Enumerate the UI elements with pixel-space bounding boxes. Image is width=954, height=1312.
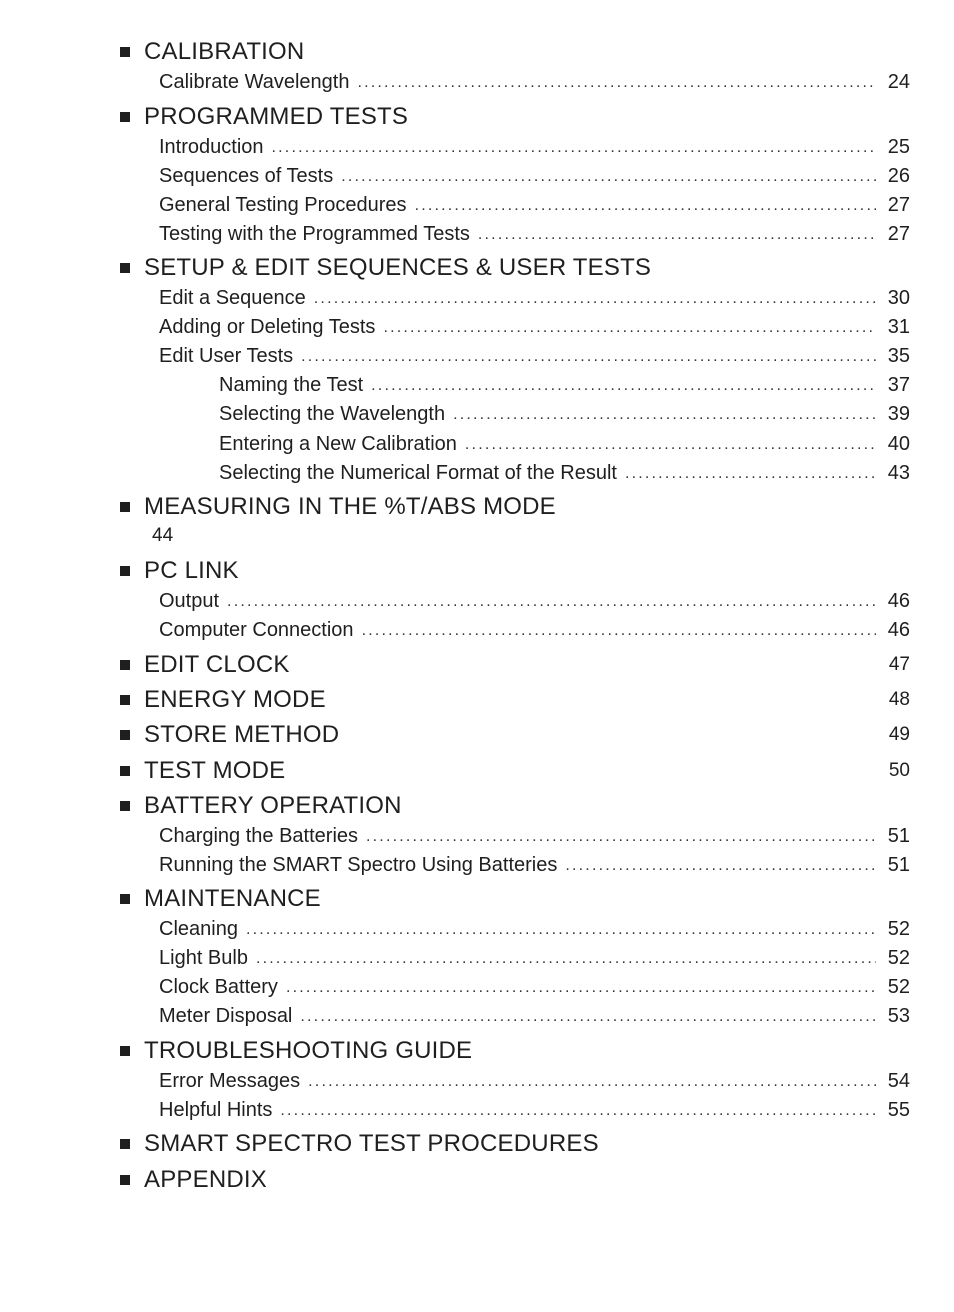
square-bullet-icon bbox=[120, 730, 130, 740]
entry-page: 54 bbox=[887, 1070, 910, 1092]
section-page-number: 50 bbox=[888, 760, 910, 781]
section-title: MEASURING IN THE %T/ABS MODE bbox=[144, 493, 556, 520]
toc-subentry[interactable] bbox=[219, 374, 910, 400]
square-bullet-icon bbox=[120, 502, 130, 512]
section-heading[interactable] bbox=[120, 685, 910, 715]
section-heading bbox=[120, 1036, 910, 1066]
toc-subentry[interactable] bbox=[219, 462, 910, 488]
square-bullet-icon bbox=[120, 894, 130, 904]
square-bullet-icon bbox=[120, 766, 130, 776]
section-title: SMART SPECTRO TEST PROCEDURES bbox=[144, 1130, 599, 1157]
entry-label: Introduction bbox=[159, 136, 264, 158]
toc-entry[interactable] bbox=[159, 947, 910, 973]
dot-leader bbox=[625, 465, 876, 483]
section-title: MAINTENANCE bbox=[144, 885, 321, 912]
entry-page: 25 bbox=[887, 136, 910, 158]
toc-subentry[interactable] bbox=[219, 433, 910, 459]
toc-entry[interactable] bbox=[159, 619, 910, 645]
dot-leader bbox=[465, 436, 876, 454]
entry-page: 52 bbox=[887, 976, 910, 998]
section-title: PC LINK bbox=[144, 557, 239, 584]
entry-label: Light Bulb bbox=[159, 947, 248, 969]
entry-page: 55 bbox=[887, 1099, 910, 1121]
toc-entry[interactable] bbox=[159, 345, 910, 371]
entry-label: Naming the Test bbox=[219, 374, 364, 396]
toc-entry[interactable] bbox=[159, 825, 910, 851]
square-bullet-icon bbox=[120, 263, 130, 273]
dot-leader bbox=[256, 950, 876, 968]
dot-leader bbox=[362, 622, 876, 640]
dot-leader bbox=[227, 593, 876, 611]
square-bullet-icon bbox=[120, 47, 130, 57]
entry-label: Cleaning bbox=[159, 918, 238, 940]
entry-label: Entering a New Calibration bbox=[219, 433, 457, 455]
dot-leader bbox=[453, 406, 876, 424]
entry-label: Testing with the Programmed Tests bbox=[159, 223, 470, 245]
entry-label: Charging the Batteries bbox=[159, 825, 359, 847]
square-bullet-icon bbox=[120, 695, 130, 705]
toc-entry[interactable] bbox=[159, 136, 910, 162]
square-bullet-icon bbox=[120, 660, 130, 670]
section-title: TROUBLESHOOTING GUIDE bbox=[144, 1037, 473, 1064]
entry-page: 43 bbox=[887, 462, 910, 484]
entry-label: Selecting the Wavelength bbox=[219, 403, 446, 425]
entry-label: Output bbox=[159, 590, 220, 612]
entry-label: Computer Connection bbox=[159, 619, 354, 641]
dot-leader bbox=[565, 857, 876, 875]
section-page-number: 48 bbox=[888, 689, 910, 710]
section-heading[interactable] bbox=[120, 756, 910, 786]
entry-label: Running the SMART Spectro Using Batteries bbox=[159, 854, 558, 876]
section-heading bbox=[120, 37, 910, 67]
entry-page: 26 bbox=[887, 165, 910, 187]
entry-page: 53 bbox=[887, 1005, 910, 1027]
entry-page: 46 bbox=[887, 619, 910, 641]
section-title: CALIBRATION bbox=[144, 38, 305, 65]
entry-label: Edit User Tests bbox=[159, 345, 294, 367]
section-heading[interactable] bbox=[120, 720, 910, 750]
toc-entry[interactable] bbox=[159, 316, 910, 342]
entry-label: Edit a Sequence bbox=[159, 287, 306, 309]
square-bullet-icon bbox=[120, 1139, 130, 1149]
toc-entry[interactable] bbox=[159, 71, 910, 97]
section-title: PROGRAMMED TESTS bbox=[144, 103, 409, 130]
dot-leader bbox=[478, 226, 876, 244]
square-bullet-icon bbox=[120, 1046, 130, 1056]
dot-leader bbox=[246, 921, 876, 939]
dot-leader bbox=[314, 290, 876, 308]
dot-leader bbox=[366, 828, 876, 846]
dot-leader bbox=[357, 74, 876, 92]
section-heading[interactable] bbox=[120, 650, 910, 680]
entry-page: 39 bbox=[887, 403, 910, 425]
toc-entry[interactable] bbox=[159, 918, 910, 944]
section-heading bbox=[120, 556, 910, 586]
section-heading bbox=[120, 253, 910, 283]
square-bullet-icon bbox=[120, 801, 130, 811]
entry-label: Selecting the Numerical Format of the Result bbox=[219, 462, 617, 484]
section-title: ENERGY MODE bbox=[144, 686, 326, 713]
section-title: TEST MODE bbox=[144, 757, 286, 784]
entry-page: 27 bbox=[887, 223, 910, 245]
entry-label: Sequences of Tests bbox=[159, 165, 334, 187]
square-bullet-icon bbox=[120, 112, 130, 122]
entry-page: 40 bbox=[887, 433, 910, 455]
section-heading bbox=[120, 884, 910, 914]
toc-entry[interactable] bbox=[159, 223, 910, 249]
entry-page: 35 bbox=[887, 345, 910, 367]
section-title: APPENDIX bbox=[144, 1166, 267, 1193]
entry-page: 30 bbox=[887, 287, 910, 309]
section-title: SETUP & EDIT SEQUENCES & USER TESTS bbox=[144, 254, 652, 281]
toc-entry[interactable] bbox=[159, 287, 910, 313]
dot-leader bbox=[308, 1073, 876, 1091]
dot-leader bbox=[286, 979, 876, 997]
entry-page: 52 bbox=[887, 947, 910, 969]
entry-page: 31 bbox=[887, 316, 910, 338]
entry-page: 51 bbox=[887, 825, 910, 847]
entry-label: General Testing Procedures bbox=[159, 194, 407, 216]
section-title: BATTERY OPERATION bbox=[144, 792, 402, 819]
dot-leader bbox=[383, 319, 876, 337]
square-bullet-icon bbox=[120, 1175, 130, 1185]
entry-page: 27 bbox=[887, 194, 910, 216]
section-heading bbox=[120, 492, 910, 522]
toc-entry[interactable] bbox=[159, 854, 910, 880]
entry-page: 51 bbox=[887, 854, 910, 876]
entry-page: 24 bbox=[887, 71, 910, 93]
section-heading bbox=[120, 102, 910, 132]
toc-entry[interactable] bbox=[159, 1070, 910, 1096]
dot-leader bbox=[341, 168, 876, 186]
toc-entry[interactable] bbox=[159, 165, 910, 191]
dot-leader bbox=[301, 348, 876, 366]
dot-leader bbox=[300, 1008, 876, 1026]
section-heading bbox=[120, 791, 910, 821]
entry-label: Adding or Deleting Tests bbox=[159, 316, 376, 338]
section-heading[interactable] bbox=[120, 1165, 910, 1195]
section-title: STORE METHOD bbox=[144, 721, 340, 748]
entry-label: Helpful Hints bbox=[159, 1099, 273, 1121]
toc-entry[interactable] bbox=[159, 1005, 910, 1031]
dot-leader bbox=[272, 139, 876, 157]
entry-label: Meter Disposal bbox=[159, 1005, 293, 1027]
dot-leader bbox=[415, 197, 876, 215]
section-heading[interactable] bbox=[120, 1129, 910, 1159]
section-page-number: 49 bbox=[888, 724, 910, 745]
section-page-number: 44 bbox=[152, 525, 174, 546]
toc-entry[interactable] bbox=[159, 1099, 910, 1125]
toc-subentry[interactable] bbox=[219, 403, 910, 429]
entry-label: Calibrate Wavelength bbox=[159, 71, 350, 93]
entry-page: 52 bbox=[887, 918, 910, 940]
dot-leader bbox=[371, 377, 876, 395]
toc-entry[interactable] bbox=[159, 194, 910, 220]
toc-entry[interactable] bbox=[159, 590, 910, 616]
square-bullet-icon bbox=[120, 566, 130, 576]
entry-page: 46 bbox=[887, 590, 910, 612]
toc-entry[interactable] bbox=[159, 976, 910, 1002]
entry-page: 37 bbox=[887, 374, 910, 396]
dot-leader bbox=[280, 1102, 876, 1120]
section-page-number: 47 bbox=[888, 654, 910, 675]
entry-label: Clock Battery bbox=[159, 976, 278, 998]
entry-label: Error Messages bbox=[159, 1070, 301, 1092]
section-title: EDIT CLOCK bbox=[144, 651, 290, 678]
